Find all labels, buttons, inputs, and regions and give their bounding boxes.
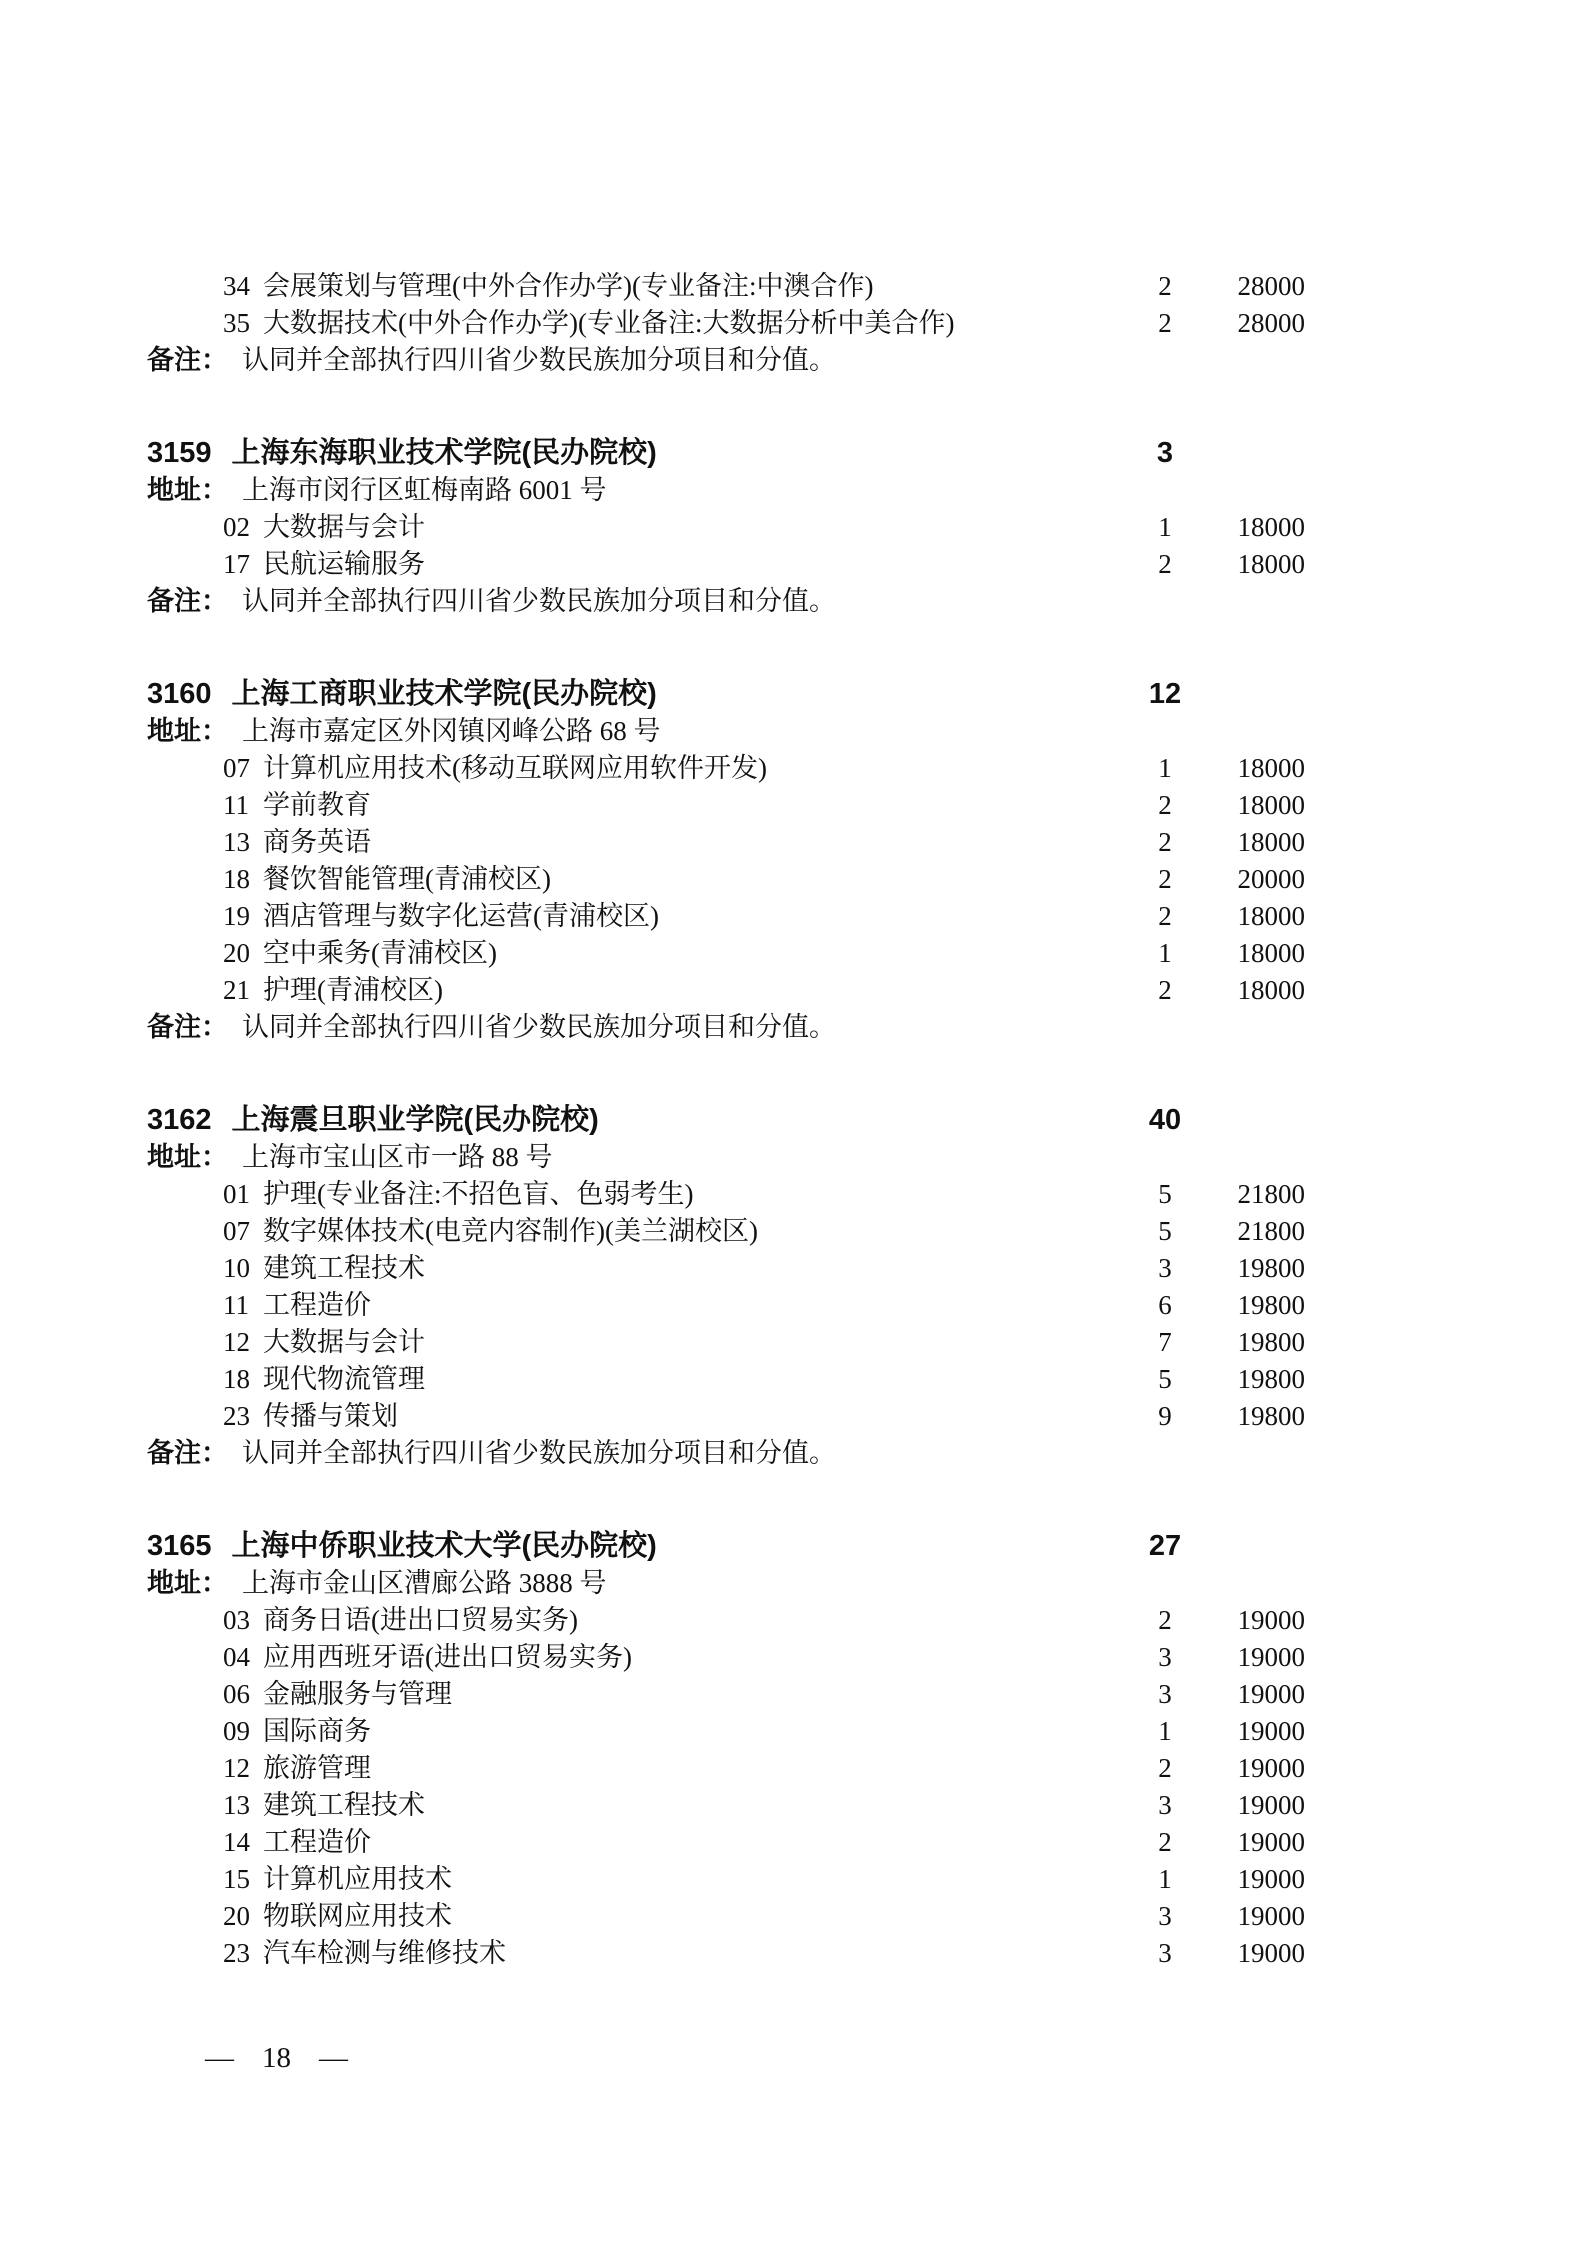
college-header	[147, 676, 1305, 713]
program-quota: 2	[1158, 864, 1172, 894]
page-footer	[205, 2042, 348, 2075]
program-quota: 1	[1158, 753, 1172, 783]
program-quota: 2	[1158, 827, 1172, 857]
program-quota: 2	[1158, 549, 1172, 579]
program-number: 06	[223, 1679, 250, 1709]
program-name: 空中乘务(青浦校区)	[263, 938, 497, 968]
program-name: 汽车检测与维修技术	[263, 1938, 506, 1968]
college-address-row	[147, 472, 1305, 509]
program-number: 23	[223, 1938, 250, 1968]
program-name: 商务英语	[263, 827, 371, 857]
remark-row	[147, 1009, 1305, 1046]
program-quota: 3	[1158, 1938, 1172, 1968]
college-section	[147, 1528, 1305, 1972]
remark-row	[147, 583, 1305, 620]
footer-dash-right: —	[319, 2042, 348, 2074]
program-quota: 3	[1158, 1642, 1172, 1672]
program-row	[147, 972, 1305, 1009]
address-text: 上海市嘉定区外冈镇冈峰公路 68 号	[242, 716, 661, 746]
program-row	[147, 1713, 1305, 1750]
program-name: 物联网应用技术	[263, 1901, 452, 1931]
program-row	[147, 1898, 1305, 1935]
college-code: 3162	[147, 1104, 212, 1136]
program-number: 23	[223, 1401, 250, 1431]
program-row	[147, 1213, 1305, 1250]
remark-text: 认同并全部执行四川省少数民族加分项目和分值。	[242, 1012, 836, 1042]
program-number: 13	[223, 1790, 250, 1820]
college-total-quota: 3	[1156, 437, 1174, 469]
program-quota: 2	[1158, 790, 1172, 820]
program-number: 04	[223, 1642, 250, 1672]
program-number: 19	[223, 901, 250, 931]
program-row	[147, 546, 1305, 583]
program-row	[147, 861, 1305, 898]
program-number: 13	[223, 827, 250, 857]
program-fee: 19800	[1237, 1364, 1305, 1394]
program-row	[147, 1676, 1305, 1713]
program-row	[147, 1602, 1305, 1639]
program-name: 国际商务	[263, 1716, 371, 1746]
program-row	[147, 1398, 1305, 1435]
program-row	[147, 305, 1305, 342]
program-fee: 19000	[1237, 1864, 1305, 1894]
college-section	[147, 676, 1305, 1046]
program-name: 民航运输服务	[263, 549, 425, 579]
program-number: 07	[223, 753, 250, 783]
program-fee: 18000	[1237, 827, 1305, 857]
program-row	[147, 1824, 1305, 1861]
program-fee: 21800	[1237, 1216, 1305, 1246]
program-quota: 1	[1158, 1716, 1172, 1746]
remark-label: 备注：	[147, 586, 228, 616]
program-number: 11	[223, 790, 249, 820]
program-row	[147, 1639, 1305, 1676]
continued-section	[147, 268, 1305, 379]
program-number: 15	[223, 1864, 250, 1894]
address-label: 地址：	[147, 716, 228, 746]
remark-text: 认同并全部执行四川省少数民族加分项目和分值。	[242, 1438, 836, 1468]
program-number: 01	[223, 1179, 250, 1209]
remark-row	[147, 1435, 1305, 1472]
document-content	[147, 268, 1305, 1972]
program-fee: 19000	[1237, 1827, 1305, 1857]
college-total-quota: 12	[1148, 678, 1182, 710]
program-quota: 7	[1158, 1327, 1172, 1357]
program-quota: 5	[1158, 1364, 1172, 1394]
college-name: 上海中侨职业技术大学(民办院校)	[231, 1530, 657, 1562]
program-name: 工程造价	[263, 1827, 371, 1857]
remark-label: 备注：	[147, 1438, 228, 1468]
address-label: 地址：	[147, 1568, 228, 1598]
program-fee: 19000	[1237, 1753, 1305, 1783]
program-name: 计算机应用技术	[263, 1864, 452, 1894]
program-row	[147, 1750, 1305, 1787]
program-row	[147, 509, 1305, 546]
program-quota: 3	[1158, 1679, 1172, 1709]
program-fee: 19000	[1237, 1901, 1305, 1931]
program-quota: 2	[1158, 271, 1172, 301]
program-name: 学前教育	[263, 790, 371, 820]
program-fee: 19000	[1237, 1642, 1305, 1672]
page-number: 18	[262, 2042, 291, 2074]
program-name: 大数据与会计	[263, 512, 425, 542]
program-fee: 18000	[1237, 512, 1305, 542]
program-name: 应用西班牙语(进出口贸易实务)	[263, 1642, 632, 1672]
program-quota: 1	[1158, 938, 1172, 968]
program-fee: 28000	[1237, 308, 1305, 338]
program-number: 20	[223, 1901, 250, 1931]
program-fee: 19000	[1237, 1938, 1305, 1968]
program-number: 12	[223, 1753, 250, 1783]
program-quota: 5	[1158, 1216, 1172, 1246]
program-name: 护理(专业备注:不招色盲、色弱考生)	[263, 1179, 694, 1209]
remark-text: 认同并全部执行四川省少数民族加分项目和分值。	[242, 586, 836, 616]
program-name: 旅游管理	[263, 1753, 371, 1783]
program-number: 07	[223, 1216, 250, 1246]
program-number: 18	[223, 864, 250, 894]
college-code: 3160	[147, 678, 212, 710]
program-quota: 5	[1158, 1179, 1172, 1209]
program-fee: 18000	[1237, 901, 1305, 931]
program-name: 现代物流管理	[263, 1364, 425, 1394]
college-name: 上海工商职业技术学院(民办院校)	[231, 678, 657, 710]
program-number: 02	[223, 512, 250, 542]
program-row	[147, 787, 1305, 824]
college-header	[147, 435, 1305, 472]
program-number: 17	[223, 549, 250, 579]
college-name: 上海东海职业技术学院(民办院校)	[231, 437, 657, 469]
program-row	[147, 1361, 1305, 1398]
program-fee: 19800	[1237, 1327, 1305, 1357]
address-text: 上海市宝山区市一路 88 号	[242, 1142, 553, 1172]
program-number: 34	[223, 271, 250, 301]
program-row	[147, 1324, 1305, 1361]
college-header	[147, 1528, 1305, 1565]
address-label: 地址：	[147, 475, 228, 505]
college-address-row	[147, 1139, 1305, 1176]
program-number: 14	[223, 1827, 250, 1857]
program-number: 18	[223, 1364, 250, 1394]
program-quota: 2	[1158, 308, 1172, 338]
program-number: 20	[223, 938, 250, 968]
college-name: 上海震旦职业学院(民办院校)	[231, 1104, 599, 1136]
program-name: 计算机应用技术(移动互联网应用软件开发)	[263, 753, 767, 783]
program-quota: 3	[1158, 1253, 1172, 1283]
program-quota: 2	[1158, 901, 1172, 931]
program-number: 35	[223, 308, 250, 338]
college-total-quota: 40	[1148, 1104, 1182, 1136]
remark-label: 备注：	[147, 345, 228, 375]
program-quota: 1	[1158, 1864, 1172, 1894]
program-number: 11	[223, 1290, 249, 1320]
remark-row	[147, 342, 1305, 379]
program-number: 10	[223, 1253, 250, 1283]
program-fee: 21800	[1237, 1179, 1305, 1209]
program-row	[147, 1787, 1305, 1824]
footer-dash-left: —	[205, 2042, 234, 2074]
program-number: 09	[223, 1716, 250, 1746]
program-row	[147, 268, 1305, 305]
program-fee: 19000	[1237, 1605, 1305, 1635]
program-fee: 19000	[1237, 1716, 1305, 1746]
program-name: 大数据与会计	[263, 1327, 425, 1357]
program-quota: 3	[1158, 1790, 1172, 1820]
program-quota: 2	[1158, 1827, 1172, 1857]
college-section	[147, 435, 1305, 620]
address-text: 上海市金山区漕廊公路 3888 号	[242, 1568, 607, 1598]
college-address-row	[147, 1565, 1305, 1602]
program-fee: 18000	[1237, 790, 1305, 820]
program-fee: 18000	[1237, 938, 1305, 968]
college-total-quota: 27	[1148, 1530, 1182, 1562]
program-number: 03	[223, 1605, 250, 1635]
program-quota: 3	[1158, 1901, 1172, 1931]
program-name: 护理(青浦校区)	[263, 975, 443, 1005]
program-fee: 18000	[1237, 753, 1305, 783]
program-name: 大数据技术(中外合作办学)(专业备注:大数据分析中美合作)	[263, 308, 955, 338]
program-quota: 2	[1158, 1605, 1172, 1635]
address-text: 上海市闵行区虹梅南路 6001 号	[242, 475, 607, 505]
college-address-row	[147, 713, 1305, 750]
program-fee: 19800	[1237, 1253, 1305, 1283]
remark-text: 认同并全部执行四川省少数民族加分项目和分值。	[242, 345, 836, 375]
program-quota: 6	[1158, 1290, 1172, 1320]
program-row	[147, 935, 1305, 972]
program-number: 21	[223, 975, 250, 1005]
program-name: 数字媒体技术(电竞内容制作)(美兰湖校区)	[263, 1216, 758, 1246]
program-fee: 19800	[1237, 1401, 1305, 1431]
program-name: 建筑工程技术	[263, 1253, 425, 1283]
program-quota: 2	[1158, 975, 1172, 1005]
program-name: 商务日语(进出口贸易实务)	[263, 1605, 578, 1635]
college-section	[147, 1102, 1305, 1472]
program-number: 12	[223, 1327, 250, 1357]
college-header	[147, 1102, 1305, 1139]
program-row	[147, 1935, 1305, 1972]
program-name: 建筑工程技术	[263, 1790, 425, 1820]
program-row	[147, 1861, 1305, 1898]
program-fee: 20000	[1237, 864, 1305, 894]
program-fee: 19800	[1237, 1290, 1305, 1320]
remark-label: 备注：	[147, 1012, 228, 1042]
program-row	[147, 1176, 1305, 1213]
program-quota: 2	[1158, 1753, 1172, 1783]
program-row	[147, 824, 1305, 861]
program-name: 工程造价	[263, 1290, 371, 1320]
program-fee: 18000	[1237, 549, 1305, 579]
program-quota: 9	[1158, 1401, 1172, 1431]
program-fee: 28000	[1237, 271, 1305, 301]
program-name: 金融服务与管理	[263, 1679, 452, 1709]
address-label: 地址：	[147, 1142, 228, 1172]
program-fee: 19000	[1237, 1679, 1305, 1709]
program-row	[147, 1250, 1305, 1287]
program-name: 酒店管理与数字化运营(青浦校区)	[263, 901, 659, 931]
program-fee: 18000	[1237, 975, 1305, 1005]
program-row	[147, 898, 1305, 935]
program-quota: 1	[1158, 512, 1172, 542]
program-row	[147, 1287, 1305, 1324]
program-name: 传播与策划	[263, 1401, 398, 1431]
college-code: 3165	[147, 1530, 212, 1562]
college-code: 3159	[147, 437, 212, 469]
program-name: 餐饮智能管理(青浦校区)	[263, 864, 551, 894]
program-name: 会展策划与管理(中外合作办学)(专业备注:中澳合作)	[263, 271, 874, 301]
program-fee: 19000	[1237, 1790, 1305, 1820]
program-row	[147, 750, 1305, 787]
